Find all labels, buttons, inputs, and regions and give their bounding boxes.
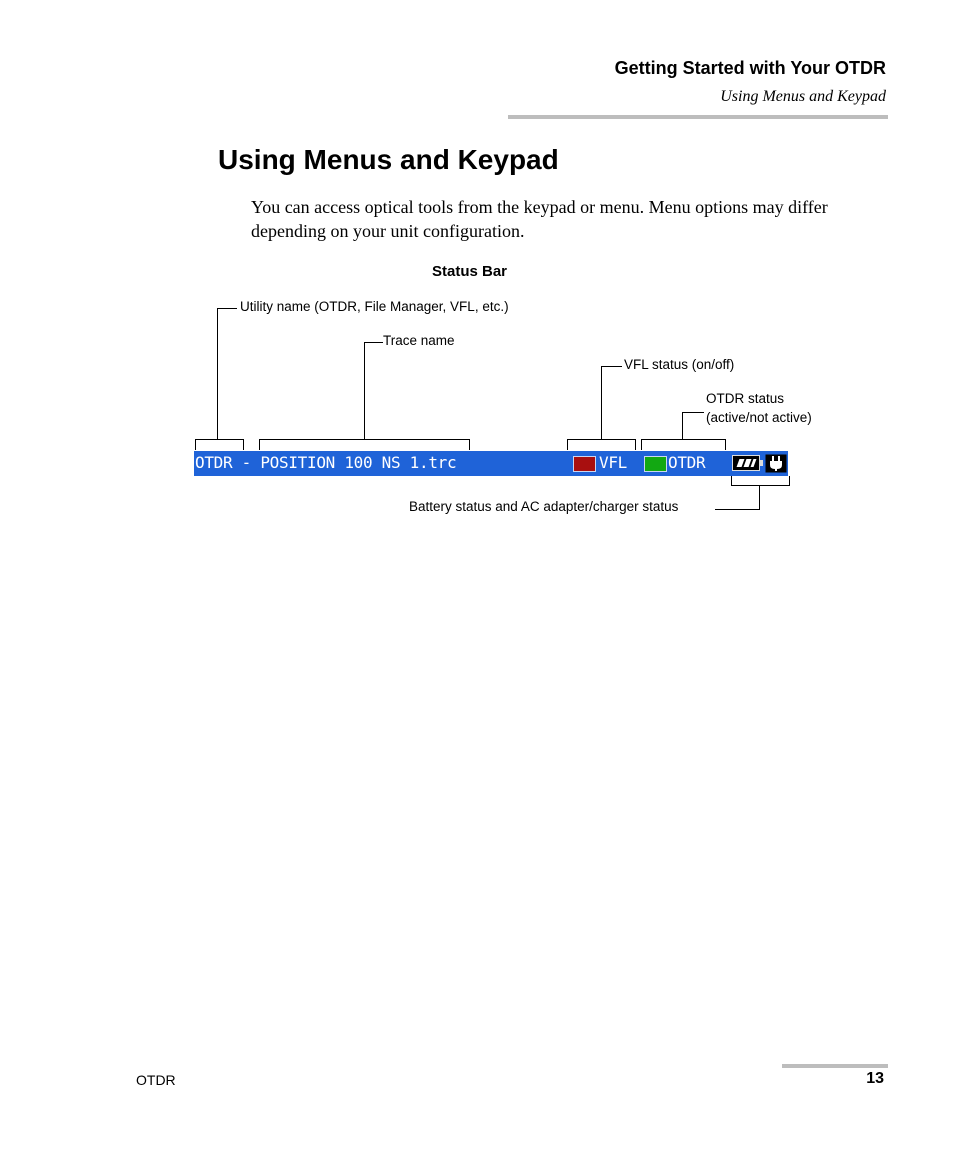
leader-line bbox=[759, 486, 760, 510]
leader-line bbox=[682, 412, 683, 439]
callout-battery-status: Battery status and AC adapter/charger status bbox=[409, 499, 679, 514]
running-header-chapter: Getting Started with Your OTDR bbox=[614, 58, 886, 78]
leader-line bbox=[217, 308, 237, 309]
figure-caption: Status Bar bbox=[432, 263, 508, 280]
callout-vfl-status: VFL status (on/off) bbox=[624, 357, 735, 372]
leader-line bbox=[715, 509, 760, 510]
callout-otdr-status-line2: (active/not active) bbox=[706, 410, 812, 425]
status-bar-title: OTDR - POSITION 100 NS 1.trc bbox=[195, 453, 457, 472]
page-number: 13 bbox=[866, 1070, 884, 1087]
ac-plug-icon bbox=[765, 454, 787, 473]
leader-line bbox=[601, 366, 622, 367]
header-divider bbox=[508, 115, 888, 119]
callout-utility-name: Utility name (OTDR, File Manager, VFL, etc.) bbox=[240, 299, 509, 314]
status-bar-otdr-label: OTDR bbox=[668, 453, 706, 472]
intro-paragraph: You can access optical tools from the keypad or menu. Menu options may differ depending on your unit configuration. bbox=[251, 197, 828, 241]
leader-line bbox=[217, 308, 218, 439]
leader-line bbox=[682, 412, 704, 413]
page-title: Using Menus and Keypad bbox=[218, 144, 559, 175]
callout-otdr-status bbox=[706, 389, 812, 427]
battery-icon bbox=[732, 455, 760, 471]
leader-line bbox=[601, 366, 602, 439]
running-header-section: Using Menus and Keypad bbox=[720, 88, 886, 105]
otdr-indicator bbox=[644, 456, 667, 472]
footer-divider bbox=[782, 1064, 888, 1068]
bracket-trace-name bbox=[259, 439, 470, 450]
footer-product: OTDR bbox=[136, 1072, 176, 1088]
bracket-vfl-status bbox=[567, 439, 636, 450]
status-bar bbox=[194, 451, 788, 476]
leader-line bbox=[364, 342, 365, 439]
leader-line bbox=[364, 342, 383, 343]
bracket-battery-status bbox=[731, 476, 790, 486]
status-bar-vfl-label: VFL bbox=[599, 453, 627, 472]
bracket-utility-name bbox=[195, 439, 244, 450]
bracket-otdr-status bbox=[641, 439, 726, 450]
callout-otdr-status-line1: OTDR status bbox=[706, 391, 785, 406]
vfl-indicator bbox=[573, 456, 596, 472]
callout-trace-name: Trace name bbox=[383, 333, 455, 348]
